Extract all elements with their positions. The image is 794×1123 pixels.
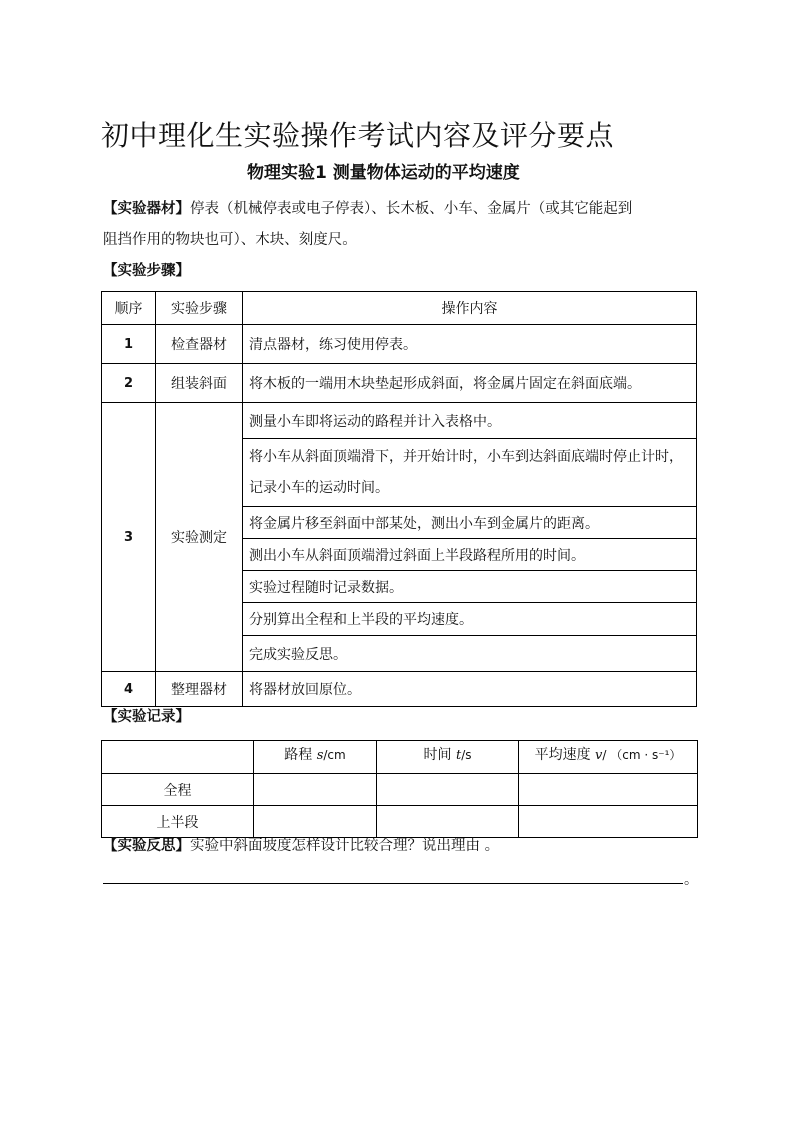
answer-line[interactable]: [103, 883, 683, 884]
step-operation: 实验过程随时记录数据。: [243, 571, 697, 603]
header-operation: 操作内容: [243, 292, 697, 325]
distance-unit: /cm: [323, 748, 346, 762]
record-table: [101, 740, 698, 838]
answer-line-end: 。: [684, 872, 698, 888]
step-operation: 清点器材，练习使用停表。: [243, 325, 697, 364]
reflection-label: 【实验反思】: [103, 838, 190, 854]
header-order: 顺序: [102, 292, 156, 325]
step-number: 2: [102, 364, 156, 403]
experiment-title: 物理实验1 测量物体运动的平均速度: [247, 163, 520, 183]
step-name: 组装斜面: [156, 364, 243, 403]
record-row: [102, 774, 698, 806]
steps-heading: 【实验步骤】: [103, 263, 190, 279]
speed-variable: v: [595, 748, 603, 763]
step-name: 检查器材: [156, 325, 243, 364]
steps-header-row: [102, 292, 697, 325]
equipment-label: 【实验器材】: [103, 201, 190, 217]
reflection-section: [103, 831, 499, 862]
record-header-time: 时间 t/s: [377, 741, 519, 774]
equipment-text-line2: 阻挡作用的物块也可）、木块、刻度尺。: [103, 232, 357, 248]
record-cell-time[interactable]: [377, 774, 519, 806]
record-row-label: 全程: [102, 774, 254, 806]
step-operation: 将器材放回原位。: [243, 672, 697, 707]
record-heading: 【实验记录】: [103, 709, 190, 725]
record-header-row: [102, 741, 698, 774]
reflection-question: 实验中斜面坡度怎样设计比较合理？说出理由 。: [190, 838, 500, 854]
step-operation: 将金属片移至斜面中部某处，测出小车到金属片的距离。: [243, 507, 697, 539]
distance-variable: s: [316, 748, 324, 763]
record-row-label: 上半段: [102, 806, 254, 838]
step-number: 3: [102, 403, 156, 672]
step-operation: 将小车从斜面顶端滑下，并开始计时，小车到达斜面底端时停止计时，记录小车的运动时间。: [243, 439, 697, 507]
record-empty-header: [102, 741, 254, 774]
header-step: 实验步骤: [156, 292, 243, 325]
record-cell-speed[interactable]: [519, 806, 698, 838]
time-unit: /s: [461, 748, 472, 762]
steps-row: [102, 672, 697, 707]
equipment-section: [103, 194, 632, 256]
steps-row: [102, 325, 697, 364]
steps-row: [102, 364, 697, 403]
step-operation: 将木板的一端用木块垫起形成斜面，将金属片固定在斜面底端。: [243, 364, 697, 403]
record-cell-distance[interactable]: [254, 774, 377, 806]
page-title: 初中理化生实验操作考试内容及评分要点: [101, 119, 615, 152]
equipment-text-line1: 停表（机械停表或电子停表）、长木板、小车、金属片（或其它能起到: [190, 201, 633, 217]
speed-unit: / （cm · s⁻¹）: [602, 748, 682, 762]
step-operation: 测出小车从斜面顶端滑过斜面上半段路程所用的时间。: [243, 539, 697, 571]
step-name: 整理器材: [156, 672, 243, 707]
steps-row: [102, 403, 697, 439]
record-header-distance: 路程 s/cm: [254, 741, 377, 774]
step-operation: 测量小车即将运动的路程并计入表格中。: [243, 403, 697, 439]
record-header-speed: 平均速度 v/ （cm · s⁻¹）: [519, 741, 698, 774]
step-name: 实验测定: [156, 403, 243, 672]
step-operation: 完成实验反思。: [243, 636, 697, 672]
step-operation: 分别算出全程和上半段的平均速度。: [243, 603, 697, 636]
record-cell-speed[interactable]: [519, 774, 698, 806]
time-variable: t: [455, 748, 462, 763]
steps-table: [101, 291, 697, 707]
step-number: 1: [102, 325, 156, 364]
step-number: 4: [102, 672, 156, 707]
